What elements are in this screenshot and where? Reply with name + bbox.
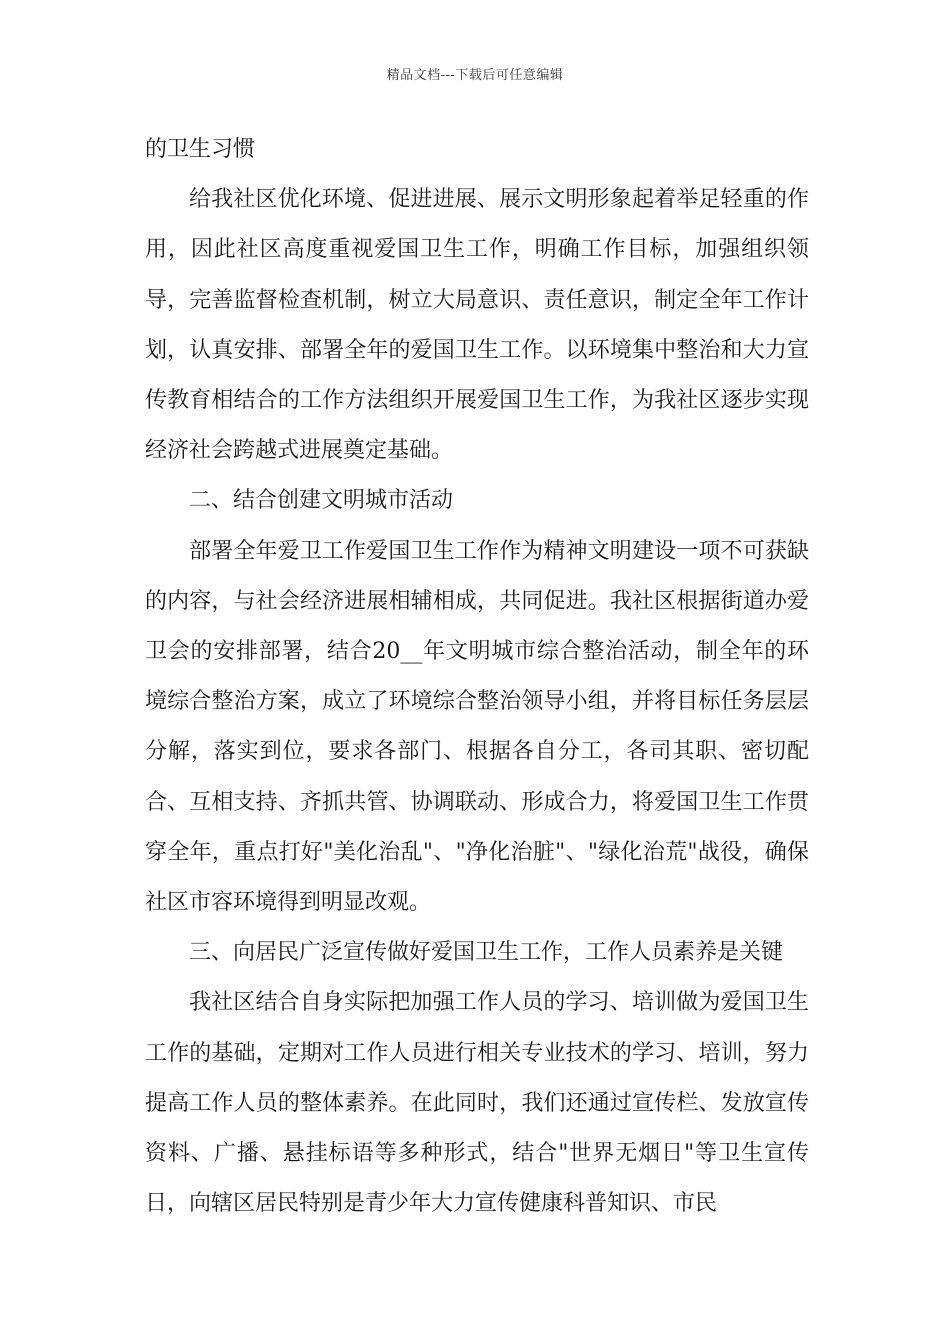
section-heading-2: 二、结合创建文明城市活动 [189, 488, 454, 514]
document-body [145, 125, 809, 1229]
paragraph-3: 部署全年爱卫工作爱国卫生工作作为精神文明建设一项不可获缺的内容，与社会经济进展相辅相成，共同促进。我社区根据街道办爱卫会的安排部署，结合20__年文明城市综合整治活动，制全年的环境综合整治方案，成立了环境综合整治领导小组，并将目标任务层层分解，落实到位，要求各部门、根据各自分工，各司其职、密切配合、互相支持、齐抓共管、协调联动、形成合力，将爱国卫生工作贯穿全年，重点打好"美化治乱"、"净化治脏"、"绿化治荒"战役，确保社区市容环境得到明显改观。 [145, 538, 809, 916]
section-heading-3: 三、向居民广泛宣传做好爱国卫生工作，工作人员素养是关键 [189, 940, 784, 966]
page-header: 精品文档---下载后可任意编辑 [386, 68, 564, 83]
paragraph-1: 的卫生习惯 [145, 137, 256, 162]
paragraph-2: 给我社区优化环境、促进进展、展示文明形象起着举足轻重的作用，因此社区高度重视爱国卫生工作，明确工作目标，加强组织领导，完善监督检查机制，树立大局意识、责任意识，制定全年工作计划，认真安排、部署全年的爱国卫生工作。以环境集中整治和大力宣传教育相结合的工作方法组织开展爱国卫生工作，为我社区逐步实现经济社会跨越式进展奠定基础。 [145, 187, 809, 464]
paragraph-4: 我社区结合自身实际把加强工作人员的学习、培训做为爱国卫生工作的基础，定期对工作人员进行相关专业技术的学习、培训，努力提高工作人员的整体素养。在此同时，我们还通过宣传栏、发放宣传资料、广播、悬挂标语等多种形式，结合"世界无烟日"等卫生宣传日，向辖区居民特别是青少年大力宣传健康科普知识、市民 [145, 990, 809, 1217]
